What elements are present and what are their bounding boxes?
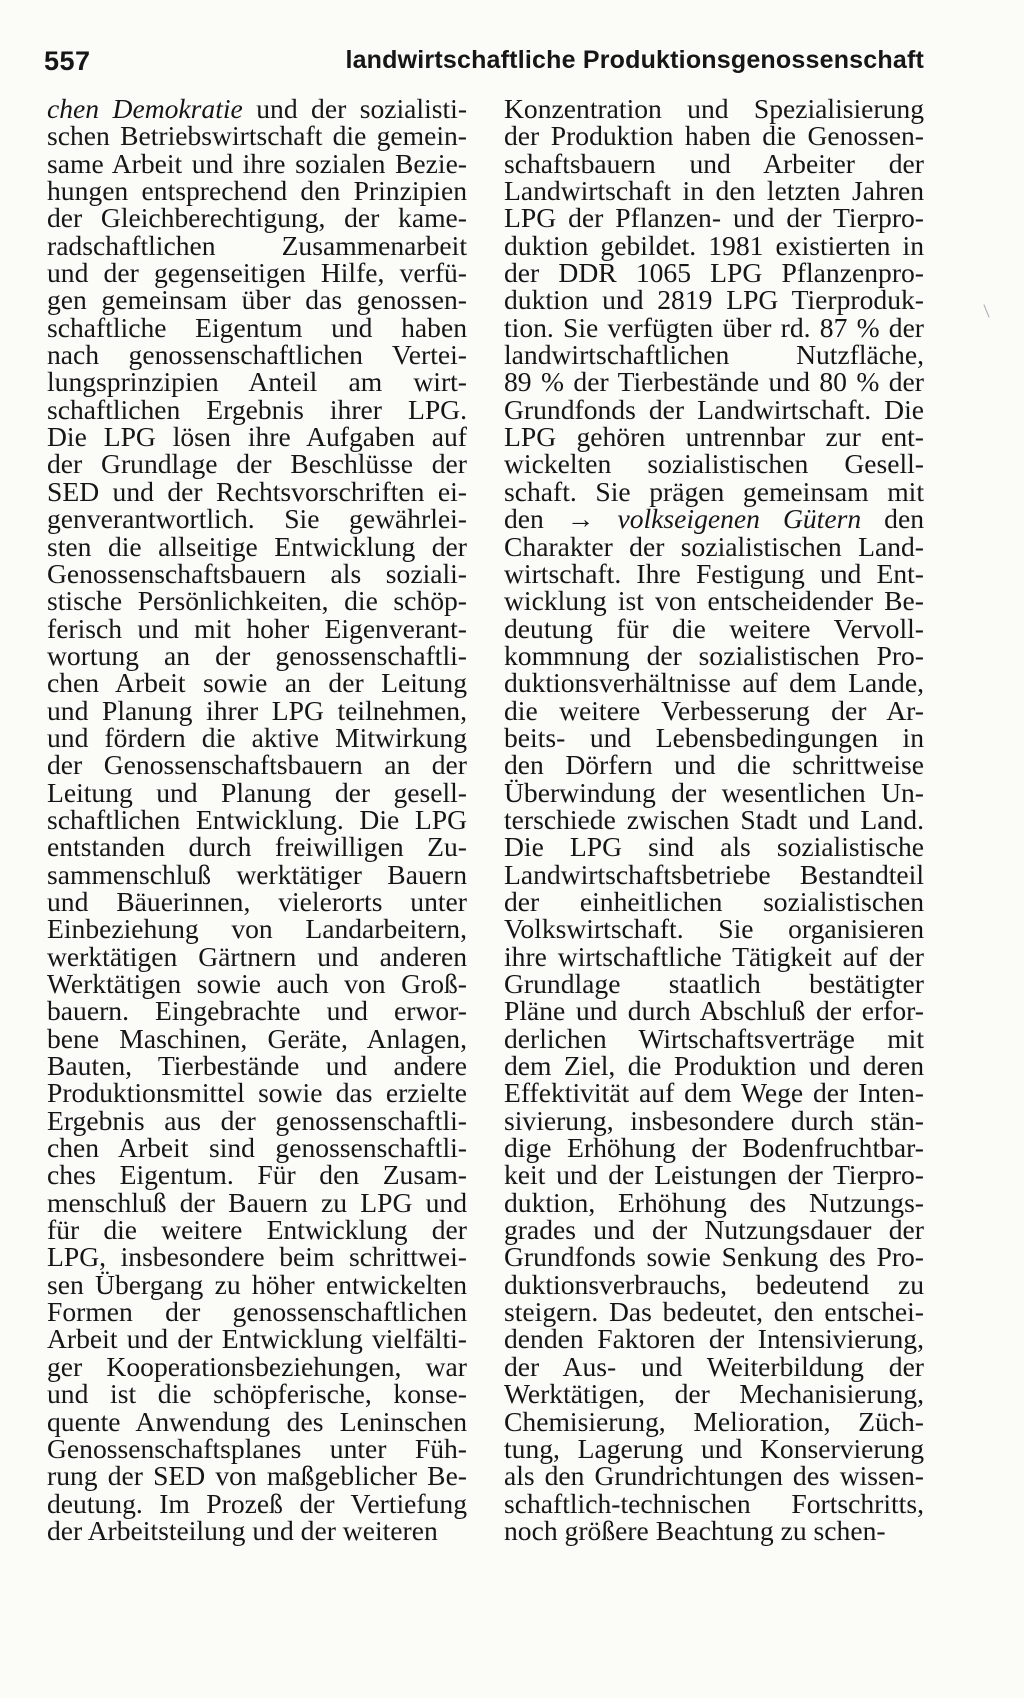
line-text: Landwirtschaftsbetriebe Bestandteil xyxy=(504,858,924,890)
text-line xyxy=(47,311,467,343)
line-text: Volkswirtschaft. Sie organisieren xyxy=(504,913,924,945)
line-text: duktion gebildet. 1981 existierten in xyxy=(504,229,924,261)
line-text: LPG gehören untrennbar zur ent- xyxy=(504,421,924,453)
text-line xyxy=(47,803,467,835)
margin-mark xyxy=(983,304,989,317)
text-line xyxy=(504,1514,924,1546)
line-text: schen Betriebswirtschaft die gemein- xyxy=(47,120,467,152)
line-text: entstanden durch freiwilligen Zu- xyxy=(47,831,467,863)
line-text: Bauten, Tierbestände und andere xyxy=(47,1050,467,1082)
text-line xyxy=(47,585,467,617)
line-text: Grundfonds sowie Senkung des Pro- xyxy=(504,1241,924,1273)
line-text: ches Eigentum. Für den Zusam- xyxy=(47,1159,467,1191)
text-line xyxy=(504,1104,924,1136)
line-text: Ergebnis aus der genossenschaftli- xyxy=(47,1104,467,1136)
line-text: der Gleichberechtigung, der kame- xyxy=(47,202,467,234)
line-text: schaftlichen Ergebnis ihrer LPG. xyxy=(47,393,467,425)
line-text: und Planung ihrer LPG teilnehmen, xyxy=(47,694,467,726)
text-line xyxy=(504,749,924,781)
line-text: und ist die schöpferische, konse- xyxy=(47,1378,467,1410)
line-text: Konzentration und Spezialisierung xyxy=(504,93,924,124)
text-line xyxy=(504,393,924,425)
page-number: 557 xyxy=(44,46,91,76)
text-line xyxy=(47,1077,467,1109)
line-text: lungsprinzipien Anteil am wirt- xyxy=(47,366,467,398)
line-text: denden Faktoren der Intensivierung, xyxy=(504,1323,924,1355)
text-line xyxy=(504,557,924,589)
text-line xyxy=(504,475,924,507)
line-text: der DDR 1065 LPG Pflanzenpro- xyxy=(504,257,924,289)
line-text: Grundfonds der Landwirtschaft. Die xyxy=(504,393,924,425)
text-line xyxy=(47,858,467,890)
text-line xyxy=(504,1268,924,1300)
text-line xyxy=(504,639,924,671)
italic-term: volkseigenen Gütern xyxy=(617,503,862,535)
text-line xyxy=(47,885,467,917)
text-line xyxy=(504,995,924,1027)
text-line xyxy=(504,1405,924,1437)
text-line xyxy=(47,448,467,480)
line-text: sten die allseitige Entwicklung der xyxy=(47,530,467,562)
text-line xyxy=(47,284,467,316)
line-text: keit und der Leistungen der Tierpro- xyxy=(504,1159,924,1191)
text-line xyxy=(47,1159,467,1191)
text-line xyxy=(504,1323,924,1355)
line-text: tion. Sie verfügten über rd. 87 % der xyxy=(504,311,924,343)
text-line xyxy=(47,913,467,945)
line-text: wicklung ist von entscheidender Be- xyxy=(504,585,924,617)
text-line xyxy=(47,639,467,671)
line-text: beits- und Lebensbedingungen in xyxy=(504,721,924,753)
line-text: Die LPG lösen ihre Aufgaben auf xyxy=(47,421,467,453)
text-line xyxy=(47,421,467,453)
text-line xyxy=(504,229,924,261)
line-text: deutung für die weitere Vervoll- xyxy=(504,612,924,644)
text-line xyxy=(47,1405,467,1437)
text-line xyxy=(47,1296,467,1328)
text-line xyxy=(47,229,467,261)
text-line xyxy=(47,1050,467,1082)
line-text: Formen der genossenschaftlichen xyxy=(47,1296,467,1328)
line-text: noch größere Beachtung zu schen- xyxy=(504,1514,886,1546)
line-text: Produktionsmittel sowie das erzielte xyxy=(47,1077,467,1109)
line-text: Überwindung der wesentlichen Un- xyxy=(504,776,924,808)
italic-term: chen Demokratie xyxy=(47,93,243,124)
text-line xyxy=(47,557,467,589)
text-line xyxy=(47,147,467,179)
line-text: und der sozialisti- xyxy=(242,93,468,124)
line-text: menschluß der Bauern zu LPG und xyxy=(47,1186,467,1218)
text-line xyxy=(504,257,924,289)
line-text: hungen entsprechend den Prinzipien xyxy=(47,175,467,207)
line-text: schaftlichen Entwicklung. Die LPG xyxy=(47,803,467,835)
line-text: die weitere Verbesserung der Ar- xyxy=(504,694,924,726)
text-line xyxy=(47,95,467,122)
text-line xyxy=(504,1432,924,1464)
line-text: chen Arbeit sind genossenschaftli- xyxy=(47,1132,467,1164)
text-line xyxy=(47,1460,467,1492)
text-line xyxy=(504,120,924,152)
line-text: genverantwortlich. Sie gewährlei- xyxy=(47,503,467,535)
line-text: wickelten sozialistischen Gesell- xyxy=(504,448,924,480)
text-line xyxy=(504,311,924,343)
text-line xyxy=(504,1378,924,1410)
line-text: terschiede zwischen Stadt und Land. xyxy=(504,803,924,835)
text-line xyxy=(504,970,924,997)
text-line xyxy=(504,1077,924,1109)
text-line xyxy=(47,257,467,289)
line-text: ferisch und mit hoher Eigenverant- xyxy=(47,612,467,644)
text-line xyxy=(504,95,924,122)
line-text: Charakter der sozialistischen Land- xyxy=(504,530,924,562)
text-line xyxy=(504,612,924,644)
line-text: landwirtschaftlichen Nutzfläche, xyxy=(504,339,924,371)
text-line xyxy=(47,1241,467,1273)
line-text: Die LPG sind als sozialistische xyxy=(504,831,924,863)
line-text: Werktätigen sowie auch von Groß- xyxy=(47,968,467,999)
text-line xyxy=(47,1487,467,1519)
line-text: für die weitere Entwicklung der xyxy=(47,1214,467,1246)
line-text: schaftliche Eigentum und haben xyxy=(47,311,467,343)
line-text: ger Kooperationsbeziehungen, war xyxy=(47,1350,467,1382)
text-line xyxy=(47,1186,467,1218)
line-text: sivierung, insbesondere durch stän- xyxy=(504,1104,924,1136)
line-text: den Dörfern und die schrittweise xyxy=(504,749,924,781)
line-text: Werktätigen, der Mechanisierung, xyxy=(504,1378,924,1410)
text-line xyxy=(504,175,924,207)
line-text: werktätigen Gärtnern und anderen xyxy=(47,940,467,972)
text-line xyxy=(504,776,924,808)
text-line xyxy=(47,175,467,207)
text-line xyxy=(47,667,467,699)
line-text: duktionsverbrauchs, bedeutend zu xyxy=(504,1268,924,1300)
text-line xyxy=(47,366,467,398)
text-line xyxy=(504,202,924,234)
line-text: sammenschluß werktätiger Bauern xyxy=(47,858,467,890)
text-line xyxy=(504,940,924,972)
line-text: same Arbeit und ihre sozialen Bezie- xyxy=(47,147,467,179)
text-line xyxy=(504,366,924,398)
line-text: chen Arbeit sowie an der Leitung xyxy=(47,667,467,699)
line-text: Leitung und Planung der gesell- xyxy=(47,776,467,808)
line-text: kommnung der sozialistischen Pro- xyxy=(504,639,924,671)
text-line xyxy=(47,1104,467,1136)
line-text: Grundlage staatlich bestätigter xyxy=(504,968,924,999)
text-line xyxy=(47,1214,467,1246)
line-text: dem Ziel, die Produktion und deren xyxy=(504,1050,924,1082)
line-text: quente Anwendung des Leninschen xyxy=(47,1405,467,1437)
text-line xyxy=(504,1460,924,1492)
text-line xyxy=(47,721,467,753)
line-text: Genossenschaftsbauern als soziali- xyxy=(47,557,467,589)
text-line xyxy=(47,530,467,562)
line-text: der Genossenschaftsbauern an der xyxy=(47,749,467,781)
text-line xyxy=(47,1132,467,1164)
line-text: nach genossenschaftlichen Vertei- xyxy=(47,339,467,371)
text-line xyxy=(47,503,467,535)
text-line xyxy=(504,721,924,753)
line-text: schaftsbauern und Arbeiter der xyxy=(504,147,924,179)
text-line xyxy=(504,1487,924,1519)
text-line xyxy=(47,1432,467,1464)
line-text: gen gemeinsam über das genossen- xyxy=(47,284,467,316)
line-text: duktion und 2819 LPG Tierproduk- xyxy=(504,284,924,316)
text-line xyxy=(47,1378,467,1410)
text-line xyxy=(504,1214,924,1246)
text-line xyxy=(47,1022,467,1054)
text-line xyxy=(47,202,467,234)
line-text: Arbeit und der Entwicklung vielfälti- xyxy=(47,1323,467,1355)
line-text: LPG, insbesondere beim schrittwei- xyxy=(47,1241,467,1273)
line-text: sen Übergang zu höher entwickelten xyxy=(47,1268,467,1300)
line-text: tung, Lagerung und Konservierung xyxy=(504,1432,924,1464)
text-line xyxy=(504,284,924,316)
line-text: und der gegenseitigen Hilfe, verfü- xyxy=(47,257,467,289)
line-text: derlichen Wirtschaftsverträge mit xyxy=(504,1022,924,1054)
line-text: radschaftlichen Zusammenarbeit xyxy=(47,229,467,261)
text-line xyxy=(47,940,467,972)
line-text: stische Persönlichkeiten, die schöp- xyxy=(47,585,467,617)
line-text: dige Erhöhung der Bodenfruchtbar- xyxy=(504,1132,924,1164)
text-line xyxy=(47,339,467,371)
page-title: landwirtschaftliche Produktionsgenossenschaft xyxy=(345,46,924,74)
line-text: duktion, Erhöhung des Nutzungs- xyxy=(504,1186,924,1218)
text-line xyxy=(504,1159,924,1191)
line-text: den → xyxy=(504,503,618,535)
text-line xyxy=(504,448,924,480)
text-line xyxy=(504,503,924,535)
text-line xyxy=(47,970,467,997)
line-text: SED und der Rechtsvorschriften ei- xyxy=(47,475,467,507)
text-line xyxy=(504,530,924,562)
line-text: bauern. Eingebrachte und erwor- xyxy=(47,995,467,1027)
line-text: Chemisierung, Melioration, Züch- xyxy=(504,1405,924,1437)
text-line xyxy=(504,667,924,699)
text-line xyxy=(47,1268,467,1300)
text-line xyxy=(504,1132,924,1164)
running-header xyxy=(44,44,924,84)
line-text: duktionsverhältnisse auf dem Lande, xyxy=(504,667,924,699)
line-text: der Aus- und Weiterbildung der xyxy=(504,1350,924,1382)
line-text: Genossenschaftsplanes unter Füh- xyxy=(47,1432,467,1464)
text-column-right xyxy=(504,95,924,1544)
text-line xyxy=(504,585,924,617)
text-line xyxy=(47,995,467,1027)
text-line xyxy=(47,776,467,808)
line-text: und Bäuerinnen, vielerorts unter xyxy=(47,885,467,917)
line-text: Pläne und durch Abschluß der erfor- xyxy=(504,995,924,1027)
text-line xyxy=(47,612,467,644)
line-text: den xyxy=(861,503,924,535)
line-text: der einheitlichen sozialistischen xyxy=(504,885,924,917)
text-line xyxy=(47,393,467,425)
line-text: schaftlich-technischen Fortschritts, xyxy=(504,1487,924,1519)
line-text: deutung. Im Prozeß der Vertiefung xyxy=(47,1487,467,1519)
text-line xyxy=(47,1350,467,1382)
line-text: und fördern die aktive Mitwirkung xyxy=(47,721,467,753)
text-line xyxy=(504,858,924,890)
text-line xyxy=(47,120,467,152)
text-line xyxy=(504,339,924,371)
text-line xyxy=(504,885,924,917)
line-text: grades und der Nutzungsdauer der xyxy=(504,1214,924,1246)
text-line xyxy=(504,831,924,863)
line-text: 89 % der Tierbestände und 80 % der xyxy=(504,366,924,398)
text-line xyxy=(47,749,467,781)
text-column-left xyxy=(47,95,467,1544)
line-text: Landwirtschaft in den letzten Jahren xyxy=(504,175,924,207)
line-text: LPG der Pflanzen- und der Tierpro- xyxy=(504,202,924,234)
text-line xyxy=(504,1241,924,1273)
line-text: ihre wirtschaftliche Tätigkeit auf der xyxy=(504,940,924,972)
text-line xyxy=(504,421,924,453)
line-text: wirtschaft. Ihre Festigung und Ent- xyxy=(504,557,924,589)
line-text: der Arbeitsteilung und der weiteren xyxy=(47,1514,438,1546)
text-line xyxy=(47,694,467,726)
text-line xyxy=(47,1514,467,1546)
line-text: der Grundlage der Beschlüsse der xyxy=(47,448,467,480)
text-line xyxy=(47,831,467,863)
line-text: steigern. Das bedeutet, den entschei- xyxy=(504,1296,924,1328)
text-line xyxy=(504,1050,924,1082)
line-text: wortung an der genossenschaftli- xyxy=(47,639,467,671)
text-line xyxy=(504,1296,924,1328)
line-text: als den Grundrichtungen des wissen- xyxy=(504,1460,924,1492)
text-line xyxy=(504,1350,924,1382)
text-line xyxy=(504,803,924,835)
text-line xyxy=(504,147,924,179)
text-line xyxy=(47,1323,467,1355)
line-text: schaft. Sie prägen gemeinsam mit xyxy=(504,475,924,507)
line-text: Einbeziehung von Landarbeitern, xyxy=(47,913,467,945)
line-text: rung der SED von maßgeblicher Be- xyxy=(47,1460,467,1492)
line-text: bene Maschinen, Geräte, Anlagen, xyxy=(47,1022,467,1054)
text-line xyxy=(504,913,924,945)
line-text: Effektivität auf dem Wege der Inten- xyxy=(504,1077,924,1109)
text-line xyxy=(47,475,467,507)
line-text: der Produktion haben die Genossen- xyxy=(504,120,924,152)
text-line xyxy=(504,1186,924,1218)
text-line xyxy=(504,1022,924,1054)
text-line xyxy=(504,694,924,726)
